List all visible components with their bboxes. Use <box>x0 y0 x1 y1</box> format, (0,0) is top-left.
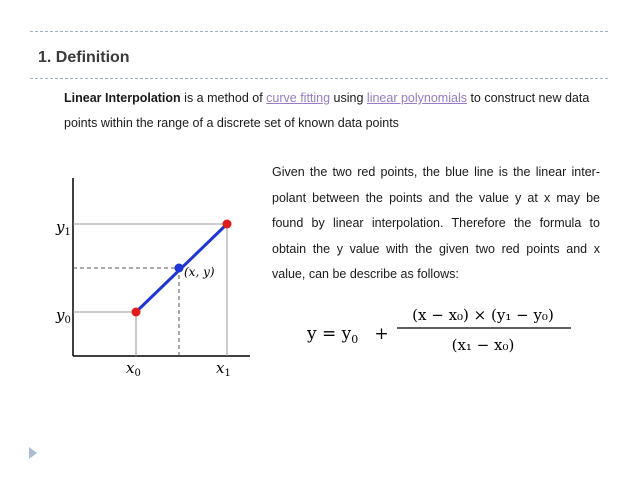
formula-plus: + <box>369 324 395 344</box>
formula-denominator: (x₁ − x₀) <box>451 336 515 354</box>
label-y1: $y_1$ <box>56 218 71 238</box>
formula-numerator: (x − x₀) × (y₁ − y₀) <box>412 306 554 324</box>
label-point-xy: (x, y) <box>184 265 215 279</box>
link-linear-polynomials[interactable]: linear polynomials <box>366 91 467 105</box>
label-x0: $x_0$ <box>126 359 141 379</box>
interpolated-point <box>175 264 184 273</box>
known-point-1 <box>223 220 232 229</box>
term-linear-interpolation: Linear Interpolation <box>64 91 181 105</box>
intro-text-2: using <box>330 91 367 105</box>
intro-text-3: to construct new data points within the range of a discrete set of known data points <box>64 91 590 130</box>
description-paragraph: Given the two red points, the blue line is the linear inter- polant between the points and the value y at x may be found by linear interpolation. Therefore the formula to obtain the y value with the given two red points and x value, can be describe as follows: <box>272 165 600 281</box>
section-title: 1. Definition <box>38 49 130 66</box>
link-curve-fitting[interactable]: curve fitting <box>266 91 331 105</box>
intro-text-1: is a method of <box>180 91 267 105</box>
label-x1: $x_1$ <box>216 359 231 379</box>
title-divider <box>30 78 608 79</box>
play-arrow-icon[interactable] <box>29 447 37 459</box>
top-divider <box>30 31 608 32</box>
intro-paragraph <box>64 86 609 136</box>
known-point-0 <box>132 308 141 317</box>
interpolation-graph <box>50 170 265 380</box>
formula-lhs: $y = y_0$ <box>307 324 359 346</box>
label-y0: $y_0$ <box>56 306 71 326</box>
interpolation-formula <box>305 300 585 362</box>
